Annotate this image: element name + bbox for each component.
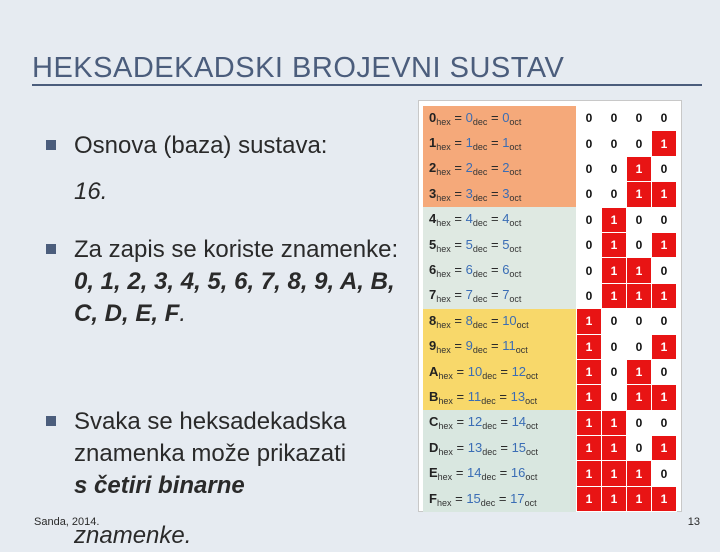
dec-value: 15 [466,490,481,506]
table-row [423,156,677,181]
oct-value: 1 [502,135,510,151]
bullet-square-icon [46,244,56,254]
dec-value: 1 [465,135,473,151]
oct-value: 0 [502,109,510,125]
dec-subscript: dec [472,167,488,178]
dec-subscript: dec [480,497,496,508]
equals-sign: = [490,135,499,151]
oct-subscript: oct [509,243,522,254]
hex-digit: C [429,414,439,430]
conversion-cell [423,232,577,257]
oct-subscript: oct [516,319,529,330]
binary-bit: 0 [577,131,602,156]
binary-bit: 0 [627,410,652,435]
conversion-cell [423,182,577,207]
binary-bit: 0 [652,359,677,384]
binary-bit: 1 [577,436,602,461]
conversion-cell [423,283,577,308]
bullet-value [46,266,406,330]
table-row [423,359,677,384]
dec-subscript: dec [472,218,488,229]
hex-subscript: hex [436,167,451,178]
binary-bit: 1 [577,385,602,410]
digits-list: 0, 1, 2, 3, 4, 5, 6, 7, 8, 9, A, B, C, D, E, F [74,268,395,327]
hex-digit: 4 [429,211,437,227]
dec-subscript: dec [472,345,488,356]
binary-bit: 1 [652,232,677,257]
binary-bit: 1 [627,156,652,181]
hex-digit: 6 [429,262,437,278]
dec-subscript: dec [472,192,488,203]
oct-subscript: oct [526,421,539,432]
oct-subscript: oct [509,269,522,280]
dec-subscript: dec [472,243,488,254]
conversion-table [418,100,682,512]
oct-subscript: oct [525,472,538,483]
oct-subscript: oct [515,345,528,356]
equals-sign: = [490,160,499,176]
hex-digit: 9 [429,338,437,354]
dec-subscript: dec [472,142,488,153]
binary-bit: 0 [577,106,602,131]
equals-sign: = [454,287,462,303]
title-underline [32,84,702,86]
equals-sign: = [490,109,499,125]
binary-bit: 1 [652,436,677,461]
equals-sign: = [498,490,507,506]
equals-sign: = [490,185,499,201]
equals-sign: = [456,439,465,455]
oct-value: 15 [511,439,527,455]
binary-bit: 0 [627,436,652,461]
hex-subscript: hex [438,370,453,381]
binary-bit: 1 [627,359,652,384]
binary-bit: 1 [602,461,627,486]
equals-sign: = [455,490,463,506]
binary-bit: 0 [652,461,677,486]
binary-bit: 0 [652,207,677,232]
dec-subscript: dec [472,269,488,280]
bullet-square-icon [46,140,56,150]
binary-bit: 1 [602,258,627,283]
oct-subscript: oct [526,446,539,457]
binary-bit: 0 [652,309,677,334]
table-row [423,131,677,156]
conversion-grid [423,105,677,512]
oct-value: 11 [502,338,516,354]
bullet-value [46,176,406,208]
oct-value: 7 [502,287,510,303]
conversion-cell [423,258,577,283]
hex-subscript: hex [436,142,451,153]
binary-bit: 0 [577,283,602,308]
dec-value: 9 [465,338,473,354]
bullet-digits [46,234,406,330]
oct-value: 4 [502,211,510,227]
oct-value: 16 [510,465,526,481]
binary-bit: 1 [627,461,652,486]
hex-subscript: hex [436,294,451,305]
bullet-square-icon [46,416,56,426]
overflow-text: znamenke. [74,522,192,549]
oct-subscript: oct [509,116,522,127]
oct-subscript: oct [509,142,522,153]
binary-bit: 0 [652,410,677,435]
oct-value: 3 [502,185,510,201]
binary-bit: 0 [602,334,627,359]
hex-digit: 0 [429,109,437,125]
oct-value: 5 [502,236,510,252]
dec-value: 11 [467,388,482,404]
binary-bit: 0 [652,258,677,283]
equals-sign: = [454,185,462,201]
binary-bit: 1 [577,334,602,359]
binary-bit: 0 [652,106,677,131]
bullet-text: Osnova (baza) sustava: [74,132,328,159]
hex-digit: 1 [429,135,437,151]
binary-bit: 0 [602,182,627,207]
table-row [423,461,677,486]
page-number: 13 [687,516,700,528]
binary-bit: 1 [577,461,602,486]
dec-value: 2 [465,160,473,176]
conversion-cell [423,461,577,486]
binary-bit: 1 [652,334,677,359]
equals-sign: = [499,388,507,404]
equals-sign: = [454,160,462,176]
conversion-cell [423,207,577,232]
hex-digit: F [429,490,437,506]
equals-sign: = [490,211,499,227]
binary-bit: 1 [652,131,677,156]
binary-bit: 1 [627,283,652,308]
hex-subscript: hex [438,421,453,432]
binary-bit: 1 [602,283,627,308]
binary-bit: 0 [627,232,652,257]
oct-subscript: oct [509,294,522,305]
dec-subscript: dec [472,294,488,305]
table-row [423,258,677,283]
oct-value: 12 [511,363,527,379]
binary-bit: 0 [577,207,602,232]
binary-bit: 0 [577,232,602,257]
hex-digit: 8 [429,312,437,328]
binary-bit: 0 [602,359,627,384]
binary-bit: 0 [602,106,627,131]
dec-value: 4 [465,211,473,227]
equals-sign: = [456,363,465,379]
equals-sign: = [454,312,462,328]
dec-subscript: dec [481,395,496,406]
equals-sign: = [454,236,462,252]
dec-value: 13 [467,439,483,455]
dec-value: 14 [467,465,482,481]
footer-author: Sanda, 2014. [34,516,100,528]
dec-value: 8 [465,312,473,328]
conversion-cell [423,385,577,410]
hex-subscript: hex [436,269,451,280]
dec-subscript: dec [472,319,488,330]
dec-value: 6 [465,262,473,278]
equals-sign: = [454,135,462,151]
dec-subscript: dec [481,472,497,483]
oct-value: 2 [502,160,510,176]
binary-bit: 1 [602,232,627,257]
oct-subscript: oct [526,370,539,381]
binary-bit: 1 [652,486,677,511]
base-value: 16 [74,178,101,205]
dec-subscript: dec [472,116,488,127]
binary-bit: 1 [602,207,627,232]
binary-bit: 0 [577,156,602,181]
binary-bit: 0 [652,156,677,181]
dec-subscript: dec [482,370,497,381]
binary-bit: 1 [627,385,652,410]
hex-digit: E [429,465,438,481]
binary-bit: 0 [627,207,652,232]
binary-bit: 1 [577,486,602,511]
hex-subscript: hex [436,345,451,356]
oct-subscript: oct [524,497,537,508]
value-tail: . [100,178,108,205]
equals-sign: = [490,287,499,303]
table-row [423,410,677,435]
table-row [423,309,677,334]
hex-subscript: hex [438,446,453,457]
dec-value: 5 [465,236,473,252]
equals-sign: = [490,262,499,278]
bullet-text: Za zapis se koriste znamenke: [74,236,399,263]
oct-subscript: oct [509,167,522,178]
hex-digit: A [429,363,439,379]
hex-subscript: hex [436,116,451,127]
conversion-cell [423,359,577,384]
equals-sign: = [490,312,499,328]
oct-value: 14 [511,414,527,430]
conversion-cell [423,436,577,461]
binary-bit: 1 [602,436,627,461]
binary-bit: 0 [627,334,652,359]
hex-subscript: hex [436,218,451,229]
equals-sign: = [454,262,462,278]
binary-bit: 0 [602,131,627,156]
equals-sign: = [500,363,508,379]
binary-bit: 0 [577,258,602,283]
bullet-binary [46,406,406,502]
binary-bit: 0 [627,131,652,156]
oct-subscript: oct [509,192,522,203]
oct-value: 6 [502,262,510,278]
binary-bit: 0 [627,309,652,334]
table-row [423,182,677,207]
conversion-cell [423,486,577,511]
hex-subscript: hex [438,395,453,406]
table-row [423,106,677,131]
equals-sign: = [490,338,499,354]
oct-subscript: oct [509,218,522,229]
oct-subscript: oct [525,395,538,406]
binary-bit: 1 [652,385,677,410]
hex-subscript: hex [436,243,451,254]
conversion-cell [423,106,577,131]
conversion-cell [423,131,577,156]
table-row [423,334,677,359]
dec-subscript: dec [482,446,497,457]
hex-digit: 2 [429,160,437,176]
binary-bit: 1 [652,283,677,308]
value-tail: . [179,300,187,327]
equals-sign: = [500,439,508,455]
hex-subscript: hex [436,192,451,203]
conversion-cell [423,156,577,181]
binary-bit: 0 [577,182,602,207]
equals-sign: = [454,109,462,125]
binary-bit: 1 [577,359,602,384]
oct-value: 17 [510,490,525,506]
conversion-cell [423,410,577,435]
table-row [423,207,677,232]
equals-sign: = [456,414,465,430]
hex-subscript: hex [436,319,451,330]
hex-digit: B [429,388,439,404]
bullet-base [46,130,406,208]
binary-bit: 1 [627,182,652,207]
equals-sign: = [456,388,465,404]
hex-digit: 5 [429,236,437,252]
binary-bit: 1 [577,309,602,334]
conversion-cell [423,309,577,334]
oct-value: 10 [502,312,517,328]
hex-subscript: hex [436,497,452,508]
conversion-cell [423,334,577,359]
table-row [423,436,677,461]
equals-sign: = [490,236,499,252]
table-row [423,486,677,511]
dec-subscript: dec [482,421,497,432]
binary-bit: 0 [627,106,652,131]
bullet-emphasis: s četiri binarne [74,472,245,499]
binary-bit: 0 [602,385,627,410]
equals-sign: = [454,211,462,227]
equals-sign: = [455,465,464,481]
hex-digit: D [429,439,439,455]
bullet-text: Svaka se heksadekadska znamenka može prikazati [74,408,347,467]
binary-bit: 1 [602,486,627,511]
table-row [423,232,677,257]
binary-bit: 0 [602,156,627,181]
dec-value: 3 [465,185,473,201]
binary-bit: 1 [652,182,677,207]
dec-value: 0 [465,109,473,125]
page-title: HEKSADEKADSKI BROJEVNI SUSTAV [32,52,565,84]
table-row [423,385,677,410]
hex-digit: 3 [429,185,437,201]
oct-value: 13 [510,388,526,404]
dec-value: 12 [467,414,483,430]
binary-bit: 1 [602,410,627,435]
binary-bit: 1 [577,410,602,435]
hex-subscript: hex [437,472,453,483]
binary-bit: 0 [602,309,627,334]
binary-bit: 1 [627,486,652,511]
equals-sign: = [500,414,508,430]
equals-sign: = [454,338,462,354]
binary-bit: 1 [627,258,652,283]
dec-value: 10 [467,363,483,379]
equals-sign: = [499,465,508,481]
dec-value: 7 [465,287,473,303]
hex-digit: 7 [429,287,437,303]
table-row [423,283,677,308]
